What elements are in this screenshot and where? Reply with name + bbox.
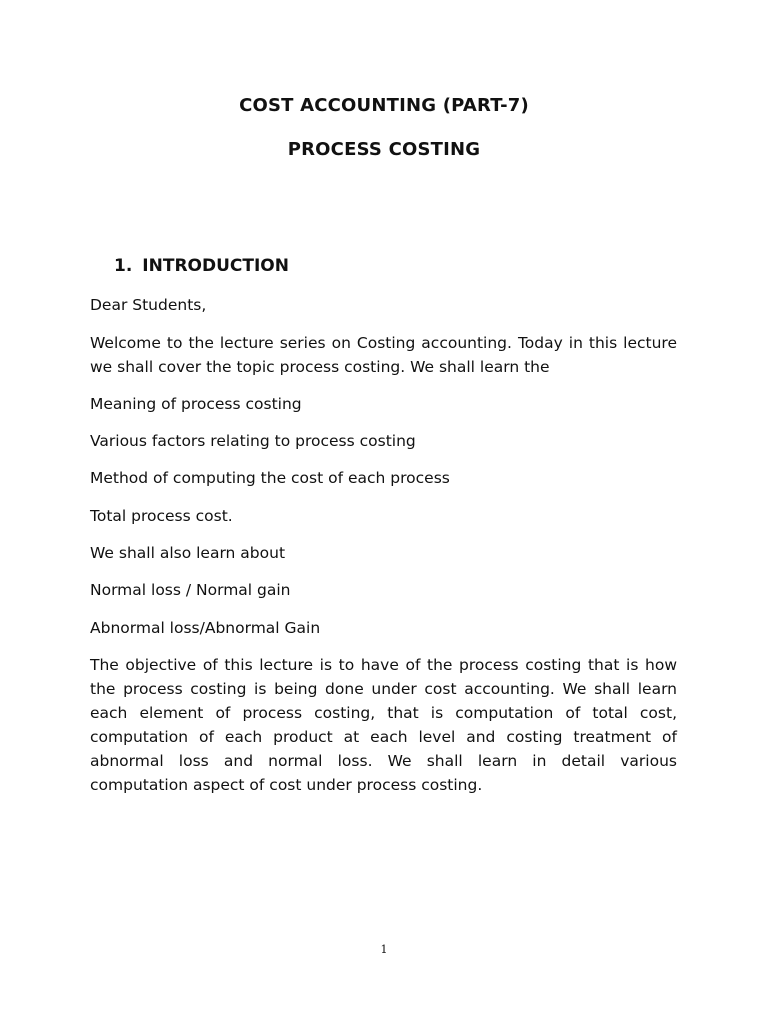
learn-item: Total process cost. xyxy=(90,507,233,525)
section-heading xyxy=(114,256,289,276)
objective-paragraph: The objective of this lecture is to have of the process costing that is how the process costing is being done under cost accounting. We shall learn each element of process costing, that is computation of total cost, computation of each product at each level and costing treatment of abnormal loss and normal loss. We shall learn in detail various computation aspect of cost under process costing. xyxy=(90,656,677,794)
intro-paragraph: Welcome to the lecture series on Costing accounting. Today in this lecture we shall cover the topic process costing. We shall learn the xyxy=(90,334,677,376)
learn-item: Various factors relating to process costing xyxy=(90,432,416,450)
page-number: 1 xyxy=(380,943,388,956)
document-title: COST ACCOUNTING (PART-7) xyxy=(239,95,529,116)
learn-item: Method of computing the cost of each process xyxy=(90,469,450,487)
learn-item: Meaning of process costing xyxy=(90,395,302,413)
also-learn-intro: We shall also learn about xyxy=(90,544,286,562)
section-title: INTRODUCTION xyxy=(142,256,289,276)
section-number: 1. xyxy=(114,256,133,276)
salutation: Dear Students, xyxy=(90,296,207,314)
also-learn-item: Normal loss / Normal gain xyxy=(90,581,291,599)
also-learn-item: Abnormal loss/Abnormal Gain xyxy=(90,619,321,637)
document-subtitle: PROCESS COSTING xyxy=(287,139,481,160)
